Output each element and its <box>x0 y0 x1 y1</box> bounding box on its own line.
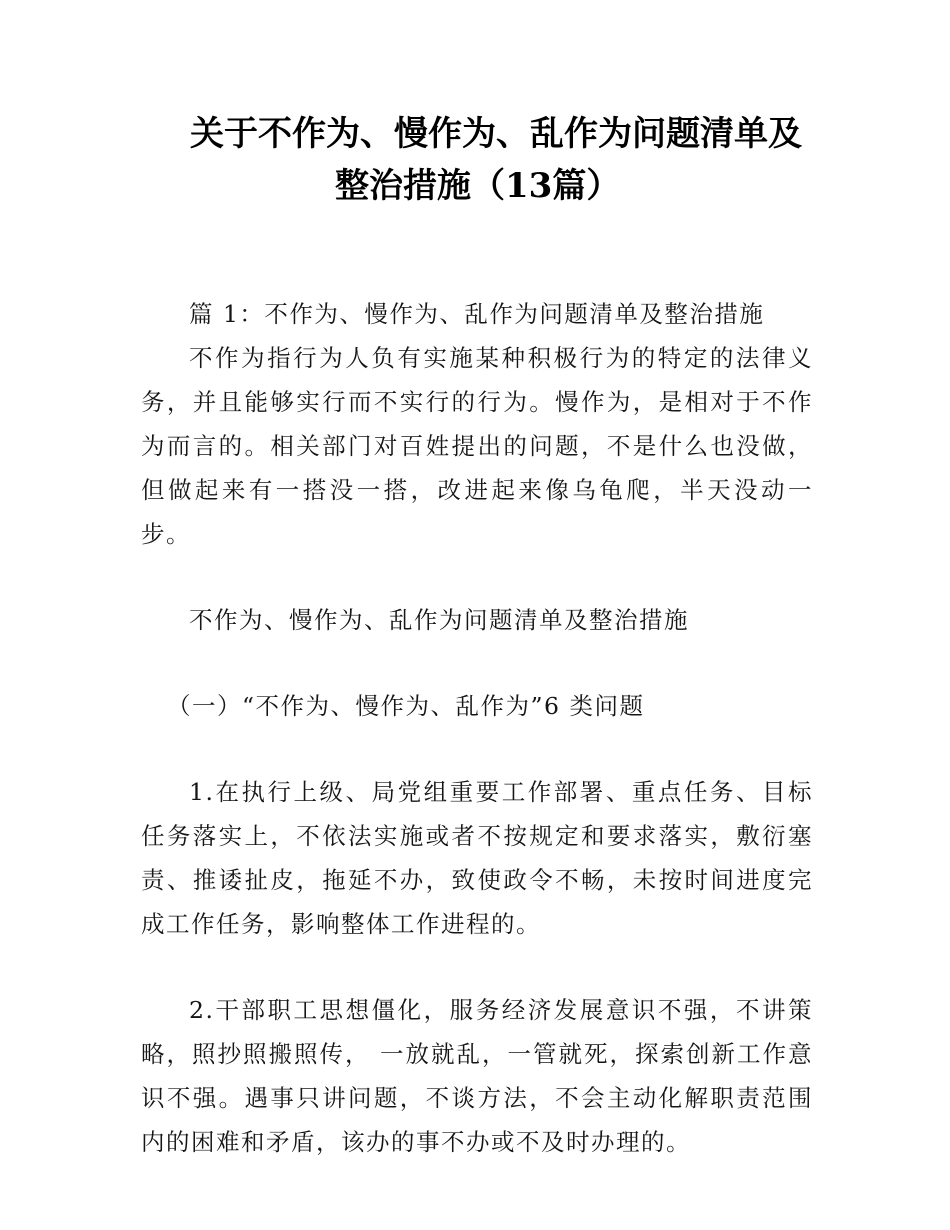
document-title <box>140 108 860 212</box>
intro-paragraph: 不作为指行为人负有实施某种积极行为的特定的法律义务，并且能够实行而不实行的行为。慢作为，是相对于不作为而言的。相关部门对百姓提出的问题，不是什么也没做，但做起来有一搭没一搭，改进起来像乌龟爬，半天没动一步。 <box>141 344 813 548</box>
document-body <box>141 292 813 1164</box>
title-line-1: 关于不作为、慢作为、乱作为问题清单及 <box>190 114 802 154</box>
category-heading: （一）“不作为、慢作为、乱作为”6 类问题 <box>167 692 645 720</box>
title-line-2: 整治措施（13篇） <box>335 166 621 206</box>
list-item-1: 1.在执行上级、局党组重要工作部署、重点任务、目标任务落实上，不依法实施或者不按规定和要求落实，敷衍塞责、推诿扯皮，拖延不办，致使政令不畅，未按时间进度完成工作任务，影响整体工作进程的。 <box>141 778 813 938</box>
list-item-2: 2.干部职工思想僵化，服务经济发展意识不强，不讲策略，照抄照搬照传， 一放就乱，一管就死，探索创新工作意识不强。遇事只讲问题，不谈方法，不会主动化解职责范围内的困难和矛盾，该办的事不办或不及时办理的。 <box>141 996 813 1156</box>
section-heading: 篇 1：不作为、慢作为、乱作为问题清单及整治措施 <box>189 300 765 328</box>
subheading: 不作为、慢作为、乱作为问题清单及整治措施 <box>189 606 689 634</box>
